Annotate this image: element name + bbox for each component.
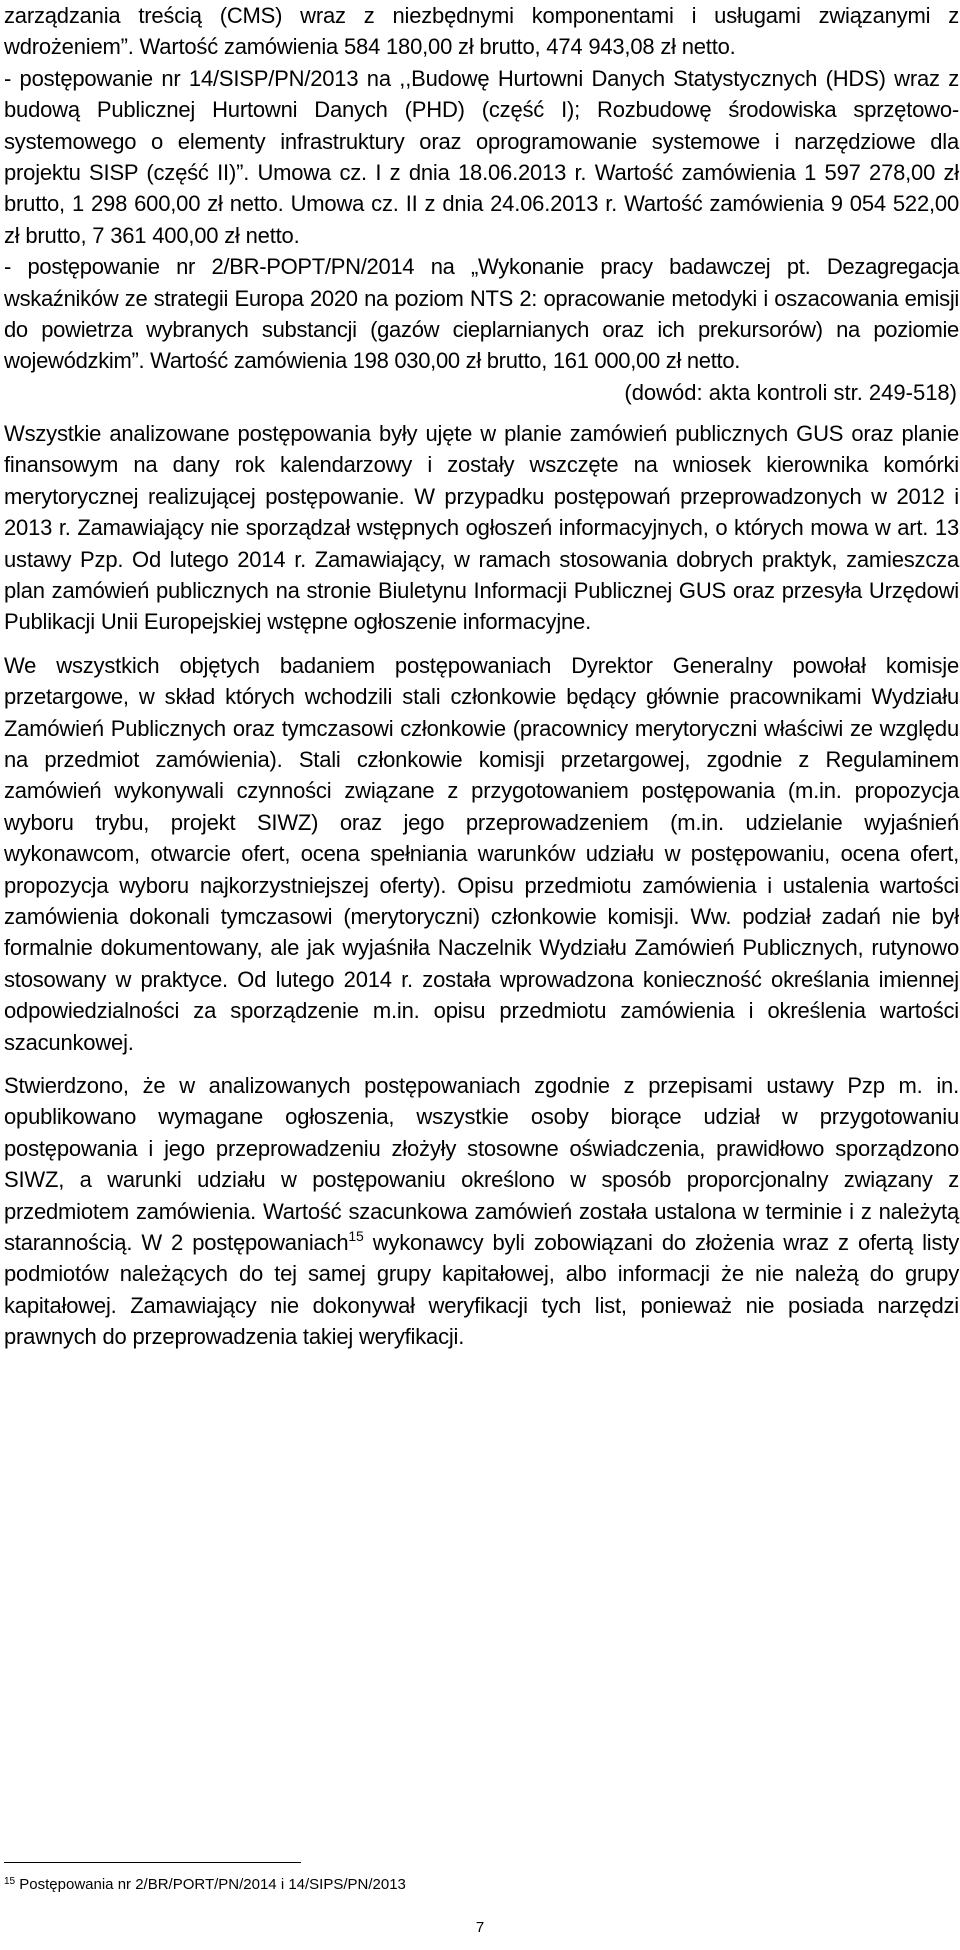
spacer bbox=[4, 1058, 959, 1070]
spacer bbox=[4, 408, 959, 418]
compliance-paragraph-part2: wykonawcy byli zobowiązani do złożenia wraz z ofertą listy podmiotów należących do tej samej grupy kapitałowej, albo informacji że nie należą do grupy kapitałowej. Zamawiający nie dokonywał weryfikacji tych list, ponieważ nie posiada narzędzi prawnych do przeprowadzenia takiej weryfikacji. bbox=[4, 1230, 960, 1350]
evidence-note: (dowód: akta kontroli str. 249-518) bbox=[624, 379, 957, 405]
procedure-hds-paragraph: - postępowanie nr 14/SISP/PN/2013 na ,,Budowę Hurtowni Danych Statystycznych (HDS) wraz z budową Publicznej Hurtowni Danych (PHD) (część I); Rozbudowę środowiska sprzętowo-systemowego o elementy infrastruktury oraz oprogramowanie systemowe i narzędziowe dla projektu SISP (część II)”. Umowa cz. I z dnia 18.06.2013 r. Wartość zamówienia 1 597 278,00 zł brutto, 1 298 600,00 zł netto. Umowa cz. II z dnia 24.06.2013 r. Wartość zamówienia 9 054 522,00 zł brutto, 7 361 400,00 zł netto. bbox=[4, 65, 959, 248]
compliance-paragraph bbox=[4, 1070, 959, 1353]
compliance-paragraph-part1: Stwierdzono, że w analizowanych postępowaniach zgodnie z przepisami ustawy Pzp m. in. opublikowano wymagane ogłoszenia, wszystkie osoby biorące udział w przygotowaniu postępowania i jego przeprowadzeniu złożyły stosowne oświadczenia, prawidłowo sporządzono SIWZ, a warunki udziału w postępowaniu określono w sposób proporcjonalny związany z przedmiotem zamówienia. Wartość szacunkowa zamówień została ustalona w terminie i z należytą starannością. W 2 postępowaniach bbox=[4, 1073, 959, 1256]
footnote-separator bbox=[4, 1862, 301, 1863]
procedure-popt-paragraph: - postępowanie nr 2/BR-POPT/PN/2014 na „Wykonanie pracy badawczej pt. Dezagregacja wskaźników ze strategii Europa 2020 na poziom NTS 2: opracowanie metodyki i oszacowania emisji do powietrza wybranych substancji (gazów cieplarnianych oraz ich prekursorów) na poziomie wojewódzkim”. Wartość zamówienia 198 030,00 zł brutto, 161 000,00 zł netto. bbox=[4, 254, 959, 374]
footnote bbox=[4, 1875, 406, 1895]
intro-paragraph: zarządzania treścią (CMS) wraz z niezbędnymi komponentami i usługami związanymi z wdrożeniem”. Wartość zamówienia 584 180,00 zł brutto, 474 943,08 zł netto. bbox=[4, 3, 959, 60]
plan-paragraph: Wszystkie analizowane postępowania były ujęte w planie zamówień publicznych GUS oraz planie finansowym na dany rok kalendarzowy i zostały wszczęte na wniosek kierownika komórki merytorycznej realizującej postępowanie. W przypadku postępowań przeprowadzonych w 2012 i 2013 r. Zamawiający nie sporządzał wstępnych ogłoszeń informacyjnych, o których mowa w art. 13 ustawy Pzp. Od lutego 2014 r. Zamawiający, w ramach stosowania dobrych praktyk, zamieszcza plan zamówień publicznych na stronie Biuletynu Informacji Publicznej GUS oraz przesyła Urzędowi Publikacji Unii Europejskiej wstępne ogłoszenie informacyjne. bbox=[4, 420, 959, 635]
commissions-paragraph: We wszystkich objętych badaniem postępowaniach Dyrektor Generalny powołał komisje przetargowe, w skład których wchodzili stali członkowie będący głównie pracownikami Wydziału Zamówień Publicznych oraz tymczasowi członkowie (pracownicy merytoryczni właściwi ze względu na przedmiot zamówienia). Stali członkowie komisji przetargowej, zgodnie z Regulaminem zamówień wykonywali czynności związane z przygotowaniem postępowania (m.in. propozycja wyboru trybu, projekt SIWZ) oraz jego przeprowadzeniem (m.in. udzielanie wyjaśnień wykonawcom, otwarcie ofert, ocena spełniania warunków udziału w postępowaniu, ocena ofert, propozycja wyboru najkorzystniejszej oferty). Opisu przedmiotu zamówienia i ustalenia wartości zamówienia dokonali tymczasowi (merytoryczni) członkowie komisji. Ww. podział zadań nie był formalnie dokumentowany, ale jak wyjaśniła Naczelnik Wydziału Zamówień Publicznych, rutynowo stosowany w praktyce. Od lutego 2014 r. została wprowadzona konieczność określania imiennej odpowiedzialności za sporządzenie m.in. opisu przedmiotu zamówienia i określenia wartości szacunkowej. bbox=[4, 652, 959, 1055]
footnote-reference[interactable]: 15 bbox=[348, 1228, 364, 1245]
page-number: 7 bbox=[475, 1919, 485, 1936]
footnote-text: Postępowania nr 2/BR/PORT/PN/2014 i 14/SIPS/PN/2013 bbox=[15, 1876, 406, 1893]
footnote-number: 15 bbox=[4, 1876, 16, 1887]
document-body bbox=[4, 0, 959, 1353]
spacer bbox=[4, 638, 959, 650]
